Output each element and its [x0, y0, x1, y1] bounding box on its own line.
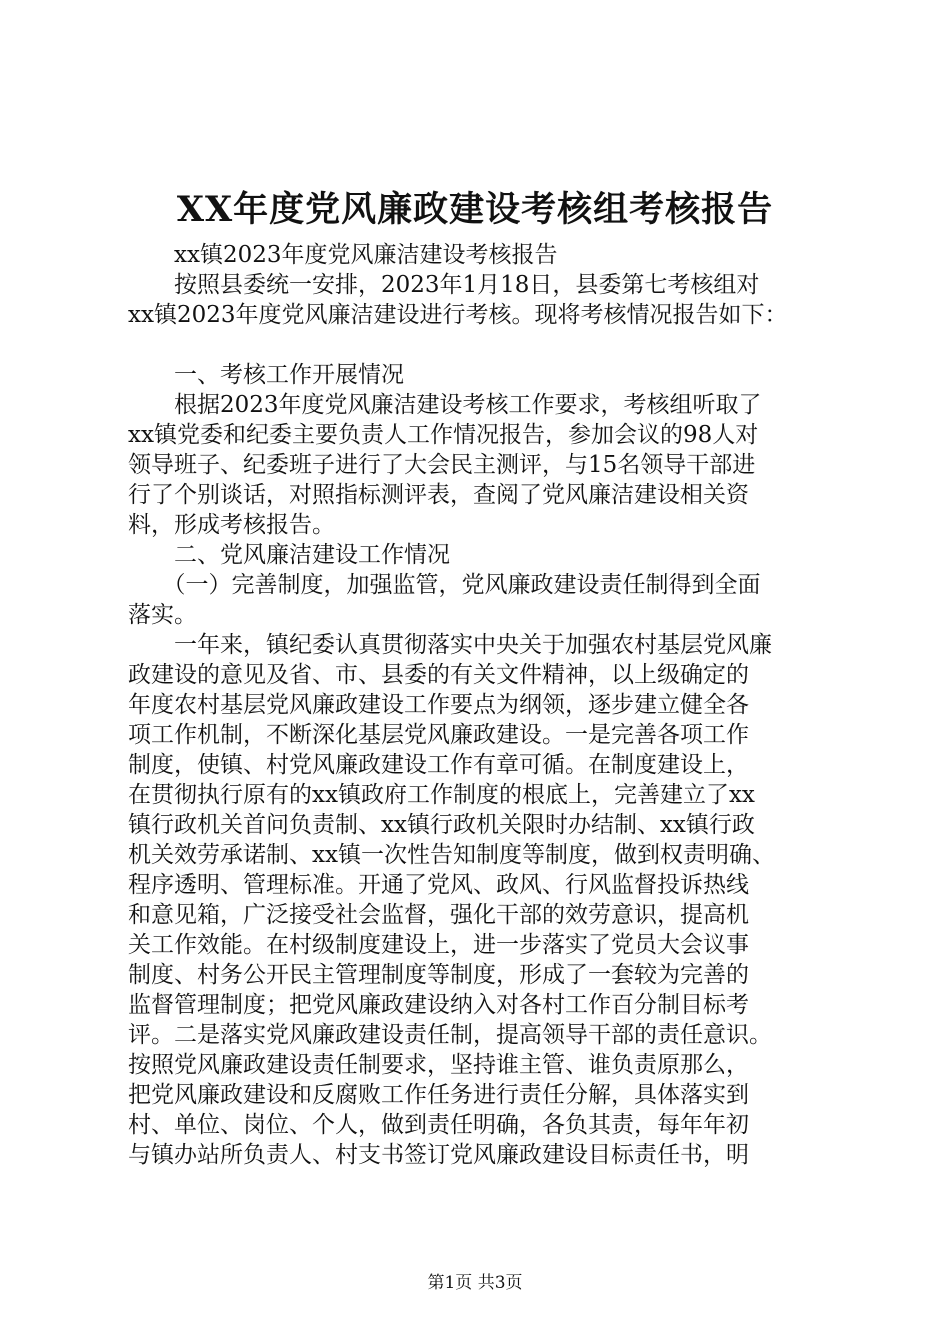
text-line: 按照党风廉政建设责任制要求，坚持谁主管、谁负责原那么， [128, 1052, 749, 1078]
text-line: （一）完善制度，加强监管，党风廉政建设责任制得到全面 [128, 572, 761, 598]
document-body [128, 240, 828, 1170]
text-line: 在贯彻执行原有的xx镇政府工作制度的根底上，完善建立了xx [128, 782, 755, 808]
text-line: 料，形成考核报告。 [128, 512, 335, 538]
blank-line [128, 330, 828, 360]
text-line: 和意见箱，广泛接受社会监督，强化干部的效劳意识，提高机 [128, 902, 749, 928]
text-line: 落实。 [128, 602, 197, 628]
document-title: XX年度党风廉政建设考核组考核报告 [176, 189, 774, 230]
text-line: 根据2023年度党风廉洁建设考核工作要求，考核组听取了 [128, 392, 762, 418]
text-line: 年度农村基层党风廉政建设工作要点为纲领，逐步建立健全各 [128, 692, 749, 718]
text-line: 按照县委统一安排，2023年1月18日，县委第七考核组对 [128, 272, 760, 298]
text-line: 关工作效能。在村级制度建设上，进一步落实了党员大会议事 [128, 932, 749, 958]
text-line: 把党风廉政建设和反腐败工作任务进行责任分解，具体落实到 [128, 1082, 749, 1108]
text-line: 评。二是落实党风廉政建设责任制，提高领导干部的责任意识。 [128, 1022, 772, 1048]
text-line: 镇行政机关首问负责制、xx镇行政机关限时办结制、xx镇行政 [128, 812, 755, 838]
text-line: xx镇2023年度党风廉洁建设考核报告 [128, 242, 558, 268]
text-line: 程序透明、管理标准。开通了党风、政风、行风监督投诉热线 [128, 872, 749, 898]
text-line: 村、单位、岗位、个人，做到责任明确，各负其责，每年年初 [128, 1112, 749, 1138]
text-line: 项工作机制，不断深化基层党风廉政建设。一是完善各项工作 [128, 722, 749, 748]
text-line: xx镇2023年度党风廉洁建设进行考核。现将考核情况报告如下： [128, 302, 788, 328]
text-line: 一、考核工作开展情况 [128, 362, 404, 388]
text-line: 与镇办站所负责人、村支书签订党风廉政建设目标责任书，明 [128, 1142, 749, 1168]
text-line: 一年来，镇纪委认真贯彻落实中央关于加强农村基层党风廉 [128, 632, 772, 658]
text-line: xx镇党委和纪委主要负责人工作情况报告，参加会议的98人对 [128, 422, 759, 448]
text-line: 政建设的意见及省、市、县委的有关文件精神，以上级确定的 [128, 662, 749, 688]
text-line: 制度，使镇、村党风廉政建设工作有章可循。在制度建设上， [128, 752, 749, 778]
text-line: 制度、村务公开民主管理制度等制度，形成了一套较为完善的 [128, 962, 749, 988]
text-line: 监督管理制度；把党风廉政建设纳入对各村工作百分制目标考 [128, 992, 749, 1018]
text-line: 行了个别谈话，对照指标测评表，查阅了党风廉洁建设相关资 [128, 482, 749, 508]
text-line: 机关效劳承诺制、xx镇一次性告知制度等制度，做到权责明确、 [128, 842, 775, 868]
page-footer: 第1页 共3页 [427, 1273, 523, 1293]
text-line: 领导班子、纪委班子进行了大会民主测评，与15名领导干部进 [128, 452, 756, 478]
text-line: 二、党风廉洁建设工作情况 [128, 542, 450, 568]
